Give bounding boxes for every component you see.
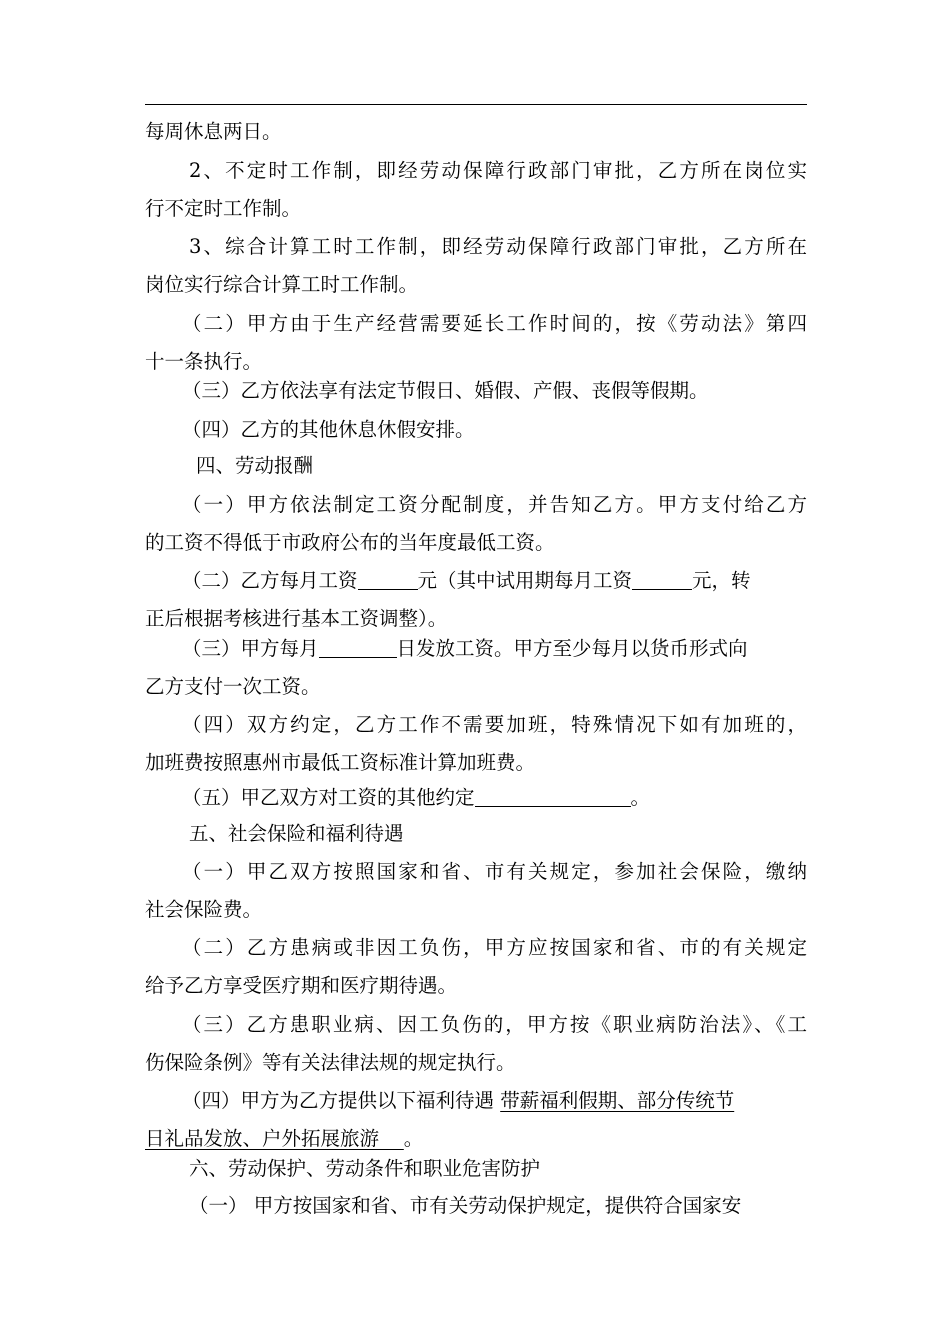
line-text: 元，转	[692, 569, 751, 592]
line-text: （四）甲方为乙方提供以下福利待遇	[182, 1089, 501, 1112]
text-line: （一）甲方依法制定工资分配制度，并告知乙方。甲方支付给乙方	[182, 493, 807, 516]
benefits-filled-value: 日礼品发放、户外拓展旅游	[145, 1127, 404, 1150]
text-line: 乙方支付一次工资。	[145, 675, 321, 698]
text-line: 十一条执行。	[145, 350, 263, 373]
line-text: 。	[630, 786, 651, 809]
benefits-filled-value: 带薪福利假期、部分传统节	[500, 1089, 735, 1112]
text-line: 每周休息两日。	[145, 120, 282, 143]
line-text: （三）甲方每月	[182, 637, 319, 660]
probation-salary-blank	[632, 567, 692, 590]
text-line	[182, 1082, 807, 1120]
text-line: 伤保险条例》等有关法律法规的规定执行。	[145, 1051, 516, 1074]
text-line	[182, 562, 807, 600]
salary-blank	[358, 567, 418, 590]
text-line: 的工资不得低于市政府公布的当年度最低工资。	[145, 531, 555, 554]
text-line: 2、不定时工作制，即经劳动保障行政部门审批，乙方所在岗位实	[189, 159, 807, 182]
text-line: 岗位实行综合计算工时工作制。	[145, 273, 419, 296]
text-line: 加班费按照惠州市最低工资标准计算加班费。	[145, 751, 536, 774]
text-line: （二）乙方患病或非因工负伤，甲方应按国家和省、市的有关规定	[182, 936, 807, 959]
text-line: 3、综合计算工时工作制，即经劳动保障行政部门审批，乙方所在	[189, 235, 807, 258]
text-line: （四）乙方的其他休息休假安排。	[182, 418, 475, 441]
section-heading: 五、社会保险和福利待遇	[189, 822, 404, 845]
payday-blank	[319, 635, 397, 658]
line-text: 元（其中试用期每月工资	[417, 569, 633, 592]
text-line: （四）双方约定，乙方工作不需要加班，特殊情况下如有加班的，	[182, 713, 807, 736]
text-line: （一）甲乙双方按照国家和省、市有关规定，参加社会保险，缴纳	[182, 860, 807, 883]
section-heading: 四、劳动报酬	[196, 454, 314, 477]
text-line: （三）乙方患职业病、因工负伤的，甲方按《职业病防治法》、《工	[182, 1013, 807, 1036]
text-line: 正后根据考核进行基本工资调整）。	[145, 607, 448, 630]
line-text: 。	[403, 1127, 424, 1150]
text-line: （三）乙方依法享有法定节假日、婚假、产假、丧假等假期。	[182, 379, 709, 402]
text-line: 行不定时工作制。	[145, 197, 302, 220]
line-text: （二）乙方每月工资	[182, 569, 358, 592]
text-line	[182, 630, 807, 668]
text-line: 给予乙方享受医疗期和医疗期待遇。	[145, 974, 458, 997]
header-rule	[145, 104, 807, 105]
line-text: 日发放工资。甲方至少每月以货币形式向	[396, 637, 748, 660]
other-agreement-blank	[475, 784, 631, 807]
line-text: （五）甲乙双方对工资的其他约定	[182, 786, 475, 809]
section-heading: 六、劳动保护、劳动条件和职业危害防护	[189, 1157, 541, 1180]
text-line: （二）甲方由于生产经营需要延长工作时间的，按《劳动法》第四	[182, 312, 807, 335]
text-line: 社会保险费。	[145, 898, 263, 921]
text-line: （一） 甲方按国家和省、市有关劳动保护规定，提供符合国家安	[189, 1194, 742, 1217]
text-line	[182, 779, 807, 817]
